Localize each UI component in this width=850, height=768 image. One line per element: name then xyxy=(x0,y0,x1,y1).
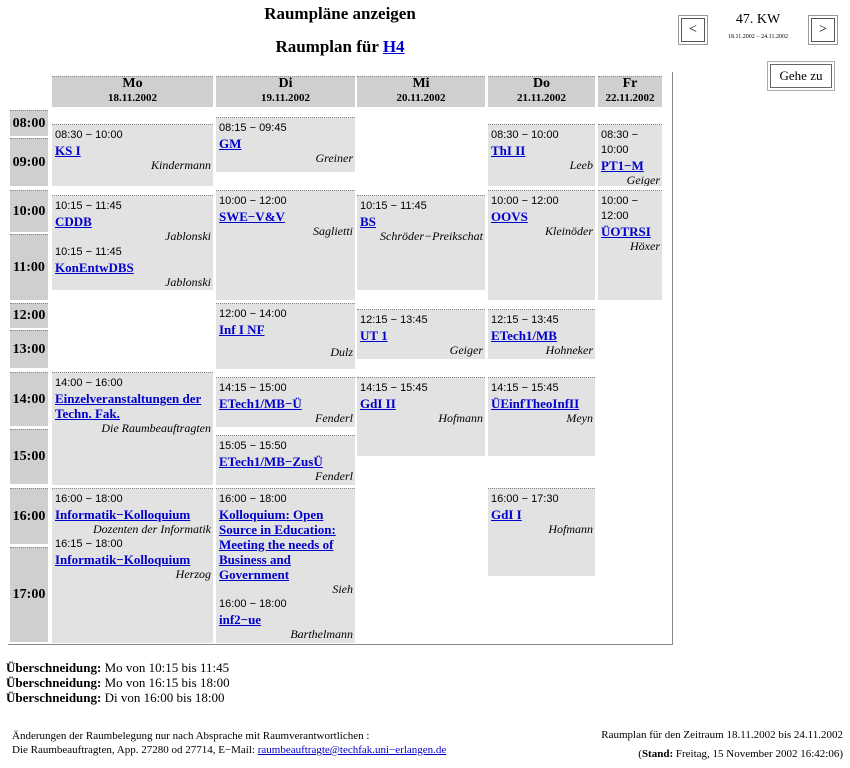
event-time-end: 10:00 xyxy=(601,144,629,156)
time-slot: 09:00 xyxy=(10,138,48,186)
time-slot: 17:00 xyxy=(10,547,48,642)
footer-contact: Die Raumbeauftragten, App. 27280 od 27714, E−Mail: xyxy=(12,744,255,756)
event-link[interactable]: GM xyxy=(219,136,242,151)
event-fr-uotrsi xyxy=(598,190,662,300)
event-link[interactable]: ÜOTRSI xyxy=(601,224,651,239)
event-time-start: 10:00 − xyxy=(601,195,639,207)
event-lecturer: Fenderl xyxy=(315,411,353,425)
event-link[interactable]: ETech1/MB xyxy=(491,328,557,343)
day-date: 22.11.2002 xyxy=(605,92,655,104)
event-mo-einzel xyxy=(52,372,213,485)
time-slot: 11:00 xyxy=(10,234,48,300)
event-time-end: 12:00 xyxy=(601,210,629,222)
event-link[interactable]: KS I xyxy=(55,143,81,158)
event-time: 10:15 − 11:45 xyxy=(55,246,122,258)
event-lecturer: Jablonski xyxy=(165,275,211,289)
event-link[interactable]: Inf I NF xyxy=(219,322,265,337)
event-link[interactable]: Einzelveranstaltungen der Techn. Fak. xyxy=(55,391,202,421)
event-lecturer: Geiger xyxy=(626,173,660,186)
event-di-inf1nf xyxy=(216,303,355,369)
event-lecturer: Jablonski xyxy=(165,229,211,243)
event-lecturer: Kleinöder xyxy=(545,224,593,238)
event-lecturer: Leeb xyxy=(569,158,593,172)
room-link[interactable]: H4 xyxy=(382,37,405,56)
event-link[interactable]: Kolloquium: Open Source in Education: Meeting the needs of Business and Government xyxy=(219,507,336,582)
time-slot: 14:00 xyxy=(10,372,48,426)
event-lecturer: Kindermann xyxy=(151,158,211,172)
event-link[interactable]: ÜEinfTheoInfII xyxy=(491,396,580,411)
event-time: 14:15 − 15:45 xyxy=(360,382,428,394)
day-name: Do xyxy=(532,76,551,91)
overlap-text: Mo von 10:15 bis 11:45 xyxy=(104,660,230,675)
event-lecturer: Dulz xyxy=(330,345,353,359)
event-do-ueeinf xyxy=(488,377,595,456)
event-do-etech1mb xyxy=(488,309,595,359)
day-header-fr xyxy=(598,76,662,107)
event-fr-pt1m xyxy=(598,124,662,186)
time-slot: 08:00 xyxy=(10,110,48,136)
event-link[interactable]: BS xyxy=(360,214,376,229)
event-lecturer: Meyn xyxy=(566,411,593,425)
time-slot: 10:00 xyxy=(10,190,48,232)
day-header-mi xyxy=(357,76,485,107)
event-do-thi2 xyxy=(488,124,595,186)
event-link[interactable]: ETech1/MB−Ü xyxy=(219,396,302,411)
period-text: Raumplan für den Zeitraum 18.11.2002 bis 24.11.2002 xyxy=(601,729,843,741)
day-name: Fr xyxy=(622,76,638,91)
event-lecturer: Geiger xyxy=(449,343,483,357)
event-di-etech-ue xyxy=(216,377,355,427)
event-time-start: 08:30 − xyxy=(601,129,639,141)
event-di-etech-zusue xyxy=(216,435,355,485)
day-header-di xyxy=(216,76,355,107)
day-date: 18.11.2002 xyxy=(108,92,157,104)
footer-note-line2 xyxy=(12,743,446,757)
event-time: 14:00 − 16:00 xyxy=(55,377,123,389)
overlap-line xyxy=(6,660,229,676)
next-week-button[interactable]: > xyxy=(811,18,835,42)
overlap-label: Überschneidung: xyxy=(6,660,102,675)
next-week-frame xyxy=(808,15,838,45)
event-lecturer: Herzog xyxy=(175,567,211,581)
email-link[interactable]: raumbeauftragte@techfak.uni−erlangen.de xyxy=(257,744,447,756)
event-link[interactable]: GdI I xyxy=(491,507,522,522)
event-time: 15:05 − 15:50 xyxy=(219,440,287,452)
goto-button[interactable]: Gehe zu xyxy=(770,64,832,88)
event-lecturer: Hofmann xyxy=(438,411,483,425)
event-lecturer: Sieh xyxy=(332,582,353,596)
event-lecturer: Hofmann xyxy=(548,522,593,536)
stand-line: (Stand: Freitag, 15 November 2002 16:42:06) xyxy=(638,748,843,760)
event-link[interactable]: PT1−M xyxy=(601,158,644,173)
event-link[interactable]: GdI II xyxy=(360,396,396,411)
stand-label: Stand: xyxy=(641,748,674,760)
page-title: Raumpläne anzeigen xyxy=(264,4,416,23)
event-link[interactable]: inf2−ue xyxy=(219,612,262,627)
event-mo-ks1 xyxy=(52,124,213,186)
event-time: 16:00 − 18:00 xyxy=(55,493,123,505)
overlap-line xyxy=(6,675,230,691)
event-lecturer: Barthelmann xyxy=(290,627,353,641)
event-link[interactable]: Informatik−Kolloquium xyxy=(55,507,191,522)
event-di-swe xyxy=(216,190,355,300)
event-lecturer: Schröder−Preikschat xyxy=(380,229,483,243)
event-link[interactable]: SWE−V&V xyxy=(219,209,285,224)
event-time: 16:00 − 17:30 xyxy=(491,493,559,505)
event-lecturer: Fenderl xyxy=(315,469,353,483)
day-header-mo xyxy=(52,76,213,107)
event-do-gdi1 xyxy=(488,488,595,576)
footer-note-line1: Änderungen der Raumbelegung nur nach Absprache mit Raumverantwortlichen : xyxy=(12,730,370,742)
stand-value: Freitag, 15 November 2002 16:42:06 xyxy=(675,748,840,760)
event-mi-gdi2 xyxy=(357,377,485,456)
event-di-gm xyxy=(216,117,355,172)
time-slot: 12:00 xyxy=(10,303,48,328)
week-range: 18.11.2002 − 24.11.2002 xyxy=(728,34,788,40)
subtitle-prefix: Raumplan für xyxy=(275,37,379,56)
prev-week-frame xyxy=(678,15,708,45)
day-name: Mo xyxy=(122,76,143,91)
event-link[interactable]: CDDB xyxy=(55,214,92,229)
event-time: 16:15 − 18:00 xyxy=(55,538,123,550)
day-header-do xyxy=(488,76,595,107)
overlap-text: Di von 16:00 bis 18:00 xyxy=(104,690,225,705)
event-mo-kolloquium xyxy=(52,488,213,643)
event-link[interactable]: OOVS xyxy=(491,209,528,224)
event-time: 08:30 − 10:00 xyxy=(491,129,559,141)
overlap-label: Überschneidung: xyxy=(6,675,102,690)
event-lecturer: Dozenten der Informatik xyxy=(93,522,211,536)
day-name: Mi xyxy=(412,76,430,91)
event-time: 12:15 − 13:45 xyxy=(360,314,428,326)
event-mi-ut1 xyxy=(357,309,485,359)
event-lecturer: Höxer xyxy=(630,239,660,253)
event-lecturer: Greiner xyxy=(315,151,353,165)
event-lecturer: Hohneker xyxy=(545,343,593,357)
week-label: 47. KW xyxy=(735,12,781,27)
time-slot: 13:00 xyxy=(10,330,48,368)
goto-frame xyxy=(767,61,835,91)
event-link[interactable]: Informatik−Kolloquium xyxy=(55,552,191,567)
page-subtitle xyxy=(190,37,490,57)
event-mi-bs xyxy=(357,195,485,290)
event-time: 14:15 − 15:45 xyxy=(491,382,559,394)
event-time: 16:00 − 18:00 xyxy=(219,493,287,505)
footer-note xyxy=(12,729,446,757)
day-name: Di xyxy=(278,76,293,91)
day-date: 19.11.2002 xyxy=(261,92,310,104)
event-link[interactable]: ThI II xyxy=(491,143,526,158)
overlap-label: Überschneidung: xyxy=(6,690,102,705)
event-time: 10:00 − 12:00 xyxy=(491,195,559,207)
time-slot: 15:00 xyxy=(10,429,48,484)
day-date: 21.11.2002 xyxy=(517,92,566,104)
event-time: 10:15 − 11:45 xyxy=(55,200,122,212)
overlap-text: Mo von 16:15 bis 18:00 xyxy=(104,675,230,690)
event-time: 10:15 − 11:45 xyxy=(360,200,427,212)
event-time: 08:30 − 10:00 xyxy=(55,129,123,141)
footer-period xyxy=(560,726,843,764)
day-date: 20.11.2002 xyxy=(396,92,446,104)
event-di-kolloquium xyxy=(216,488,355,643)
event-time: 16:00 − 18:00 xyxy=(219,598,287,610)
event-time: 10:00 − 12:00 xyxy=(219,195,287,207)
event-time: 12:15 − 13:45 xyxy=(491,314,559,326)
event-time: 14:15 − 15:00 xyxy=(219,382,287,394)
event-do-oovs xyxy=(488,190,595,300)
time-slot: 16:00 xyxy=(10,488,48,544)
event-lecturer: Saglietti xyxy=(313,224,353,238)
event-link[interactable]: UT 1 xyxy=(360,328,388,343)
prev-week-button[interactable]: < xyxy=(681,18,705,42)
event-mo-cddb xyxy=(52,195,213,290)
event-link[interactable]: KonEntwDBS xyxy=(55,260,134,275)
overlap-line xyxy=(6,690,225,706)
event-link[interactable]: ETech1/MB−ZusÜ xyxy=(219,454,323,469)
event-time: 08:15 − 09:45 xyxy=(219,122,287,134)
event-time: 12:00 − 14:00 xyxy=(219,308,287,320)
event-lecturer: Die Raumbeauftragten xyxy=(101,421,211,435)
